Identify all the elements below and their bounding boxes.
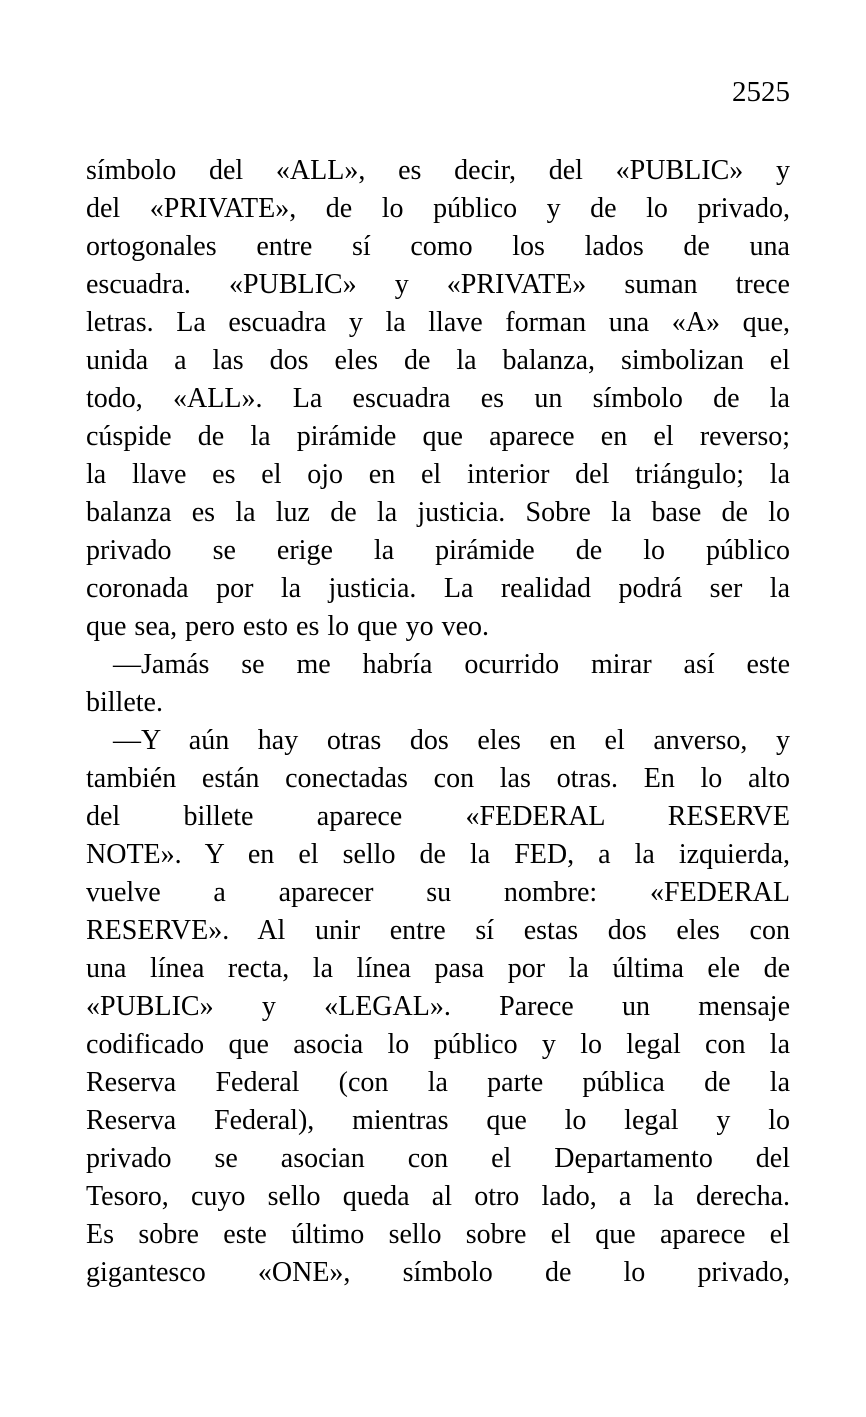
text-line: unida a las dos eles de la balanza, simbolizan el bbox=[86, 345, 790, 376]
text-line: una línea recta, la línea pasa por la última ele de bbox=[86, 953, 790, 984]
text-line: balanza es la luz de la justicia. Sobre la base de lo bbox=[86, 497, 790, 528]
text-line: NOTE». Y en el sello de la FED, a la izquierda, bbox=[86, 839, 790, 870]
text-line: —Y aún hay otras dos eles en el anverso, y bbox=[113, 725, 790, 756]
text-line: que sea, pero esto es lo que yo veo. bbox=[86, 611, 489, 642]
text-line: la llave es el ojo en el interior del triángulo; la bbox=[86, 459, 790, 490]
text-line: del «PRIVATE», de lo público y de lo privado, bbox=[86, 193, 790, 224]
text-line: «PUBLIC» y «LEGAL». Parece un mensaje bbox=[86, 991, 790, 1022]
text-line: todo, «ALL». La escuadra es un símbolo de la bbox=[86, 383, 790, 414]
text-line: Reserva Federal), mientras que lo legal y lo bbox=[86, 1105, 790, 1136]
page-body bbox=[86, 152, 790, 1292]
text-line: codificado que asocia lo público y lo legal con la bbox=[86, 1029, 790, 1060]
text-line: gigantesco «ONE», símbolo de lo privado, bbox=[86, 1257, 790, 1288]
text-line: ortogonales entre sí como los lados de una bbox=[86, 231, 790, 262]
text-line: letras. La escuadra y la llave forman una «A» que, bbox=[86, 307, 790, 338]
text-line: privado se erige la pirámide de lo público bbox=[86, 535, 790, 566]
text-line: cúspide de la pirámide que aparece en el reverso; bbox=[86, 421, 790, 452]
text-line: símbolo del «ALL», es decir, del «PUBLIC» y bbox=[86, 155, 790, 186]
text-line: también están conectadas con las otras. En lo alto bbox=[86, 763, 790, 794]
text-line: Es sobre este último sello sobre el que aparece el bbox=[86, 1219, 790, 1250]
text-line: billete. bbox=[86, 687, 163, 718]
text-line: coronada por la justicia. La realidad podrá ser la bbox=[86, 573, 790, 604]
text-line: Tesoro, cuyo sello queda al otro lado, a la derecha. bbox=[86, 1181, 790, 1212]
text-line: vuelve a aparecer su nombre: «FEDERAL bbox=[86, 877, 790, 908]
text-line: RESERVE». Al unir entre sí estas dos eles con bbox=[86, 915, 790, 946]
text-line: —Jamás se me habría ocurrido mirar así este bbox=[113, 649, 790, 680]
text-line: del billete aparece «FEDERAL RESERVE bbox=[86, 801, 790, 832]
text-line: escuadra. «PUBLIC» y «PRIVATE» suman trece bbox=[86, 269, 790, 300]
text-line: Reserva Federal (con la parte pública de la bbox=[86, 1067, 790, 1098]
text-line: privado se asocian con el Departamento del bbox=[86, 1143, 790, 1174]
page-number: 2525 bbox=[732, 76, 790, 108]
